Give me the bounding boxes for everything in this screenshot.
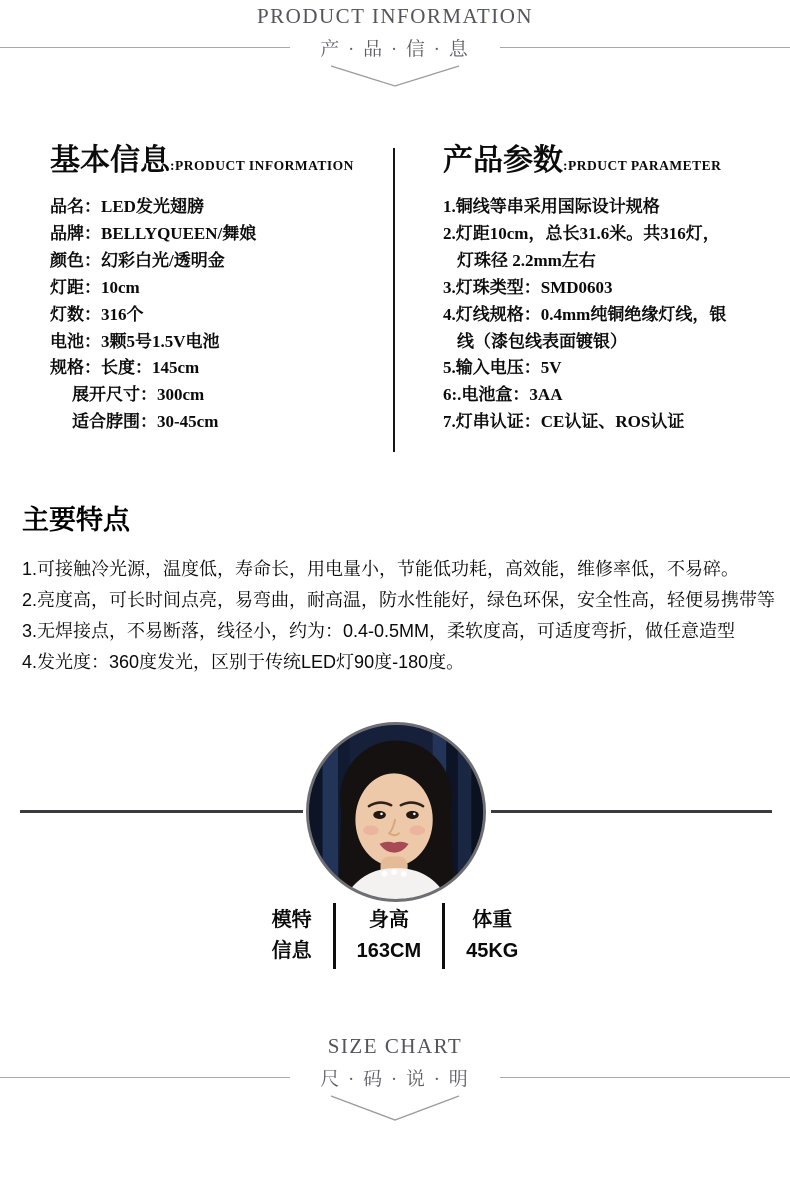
chevron-down-icon (325, 64, 465, 88)
model-info-label (251, 905, 333, 967)
parameters-title-cn: 产品参数 (443, 144, 563, 177)
size-chart-banner (0, 1034, 790, 1127)
param-row-7: 7.灯串认证：CE认证、ROS认证 (443, 412, 685, 432)
basic-info-title-en: :PRODUCT INFORMATION (170, 158, 354, 173)
column-divider (393, 148, 395, 452)
features-section (22, 498, 774, 678)
model-height-label: 身高 (368, 909, 409, 931)
feature-item-3: 3.无焊接点，不易断落，线径小，约为：0.4-0.5MM，柔软度高，可适度弯折，做任意造型 (22, 621, 736, 641)
basic-info-panel (50, 142, 380, 436)
banner-subtitle-row (0, 34, 790, 61)
spec-row-battery: 电池：3颗5号1.5V电池 (50, 331, 220, 351)
spec-row-led-gap: 灯距：10cm (50, 277, 140, 297)
parameters-heading (443, 142, 783, 185)
model-rule-right (491, 810, 772, 813)
features-list (22, 554, 774, 678)
parameters-title-en: :PRDUCT PARAMETER (563, 158, 722, 173)
spec-row-brand: 品牌：BELLYQUEEN/舞娘 (50, 223, 257, 243)
model-rule-left (20, 810, 303, 813)
param-row-3: 3.灯珠类型：SMD0603 (443, 277, 613, 297)
parameters-panel (443, 142, 783, 436)
model-height-value: 163CM (356, 940, 422, 962)
feature-item-2: 2.亮度高，可长时间点亮，易弯曲，耐高温，防水性能好，绿色环保，安全性高，轻便易携带等 (22, 590, 776, 610)
basic-info-title-cn: 基本信息 (50, 144, 170, 177)
size-chart-subtitle-row (0, 1064, 790, 1091)
model-portrait-image (309, 725, 483, 899)
size-chart-rule-left (0, 1077, 290, 1078)
model-label-line2: 信息 (271, 940, 312, 962)
info-section (0, 142, 790, 460)
model-label-line1: 模特 (271, 909, 312, 931)
spec-row-color: 颜色：幻彩白光/透明金 (50, 250, 225, 270)
product-information-banner (0, 4, 790, 93)
size-chart-title-cn: 尺 · 码 · 说 · 明 (320, 1069, 470, 1090)
param-row-4: 4.灯线规格：0.4mm纯铜绝缘灯线，银 (443, 304, 727, 324)
chevron-down-icon (325, 1094, 465, 1122)
banner-rule-right (500, 47, 790, 48)
param-row-4-cont: 线（漆包线表面镀银） (457, 331, 627, 351)
model-height (336, 905, 442, 967)
feature-item-1: 1.可接触冷光源，温度低，寿命长，用电量小，节能低功耗，高效能，维修率低，不易碎。 (22, 559, 740, 579)
model-stats-row (0, 903, 790, 969)
size-chart-title-en: SIZE CHART (327, 1034, 463, 1058)
banner-title-cn: 产 · 品 · 信 · 息 (320, 39, 470, 60)
parameters-rows (443, 194, 783, 436)
spec-row-led-count: 灯数：316个 (50, 304, 144, 324)
spec-row-neck: 适合脖围：30-45cm (72, 412, 219, 432)
spec-row-size: 规格：长度：145cm (50, 358, 200, 378)
banner-rule-left (0, 47, 290, 48)
feature-item-4: 4.发光度：360度发光，区别于传统LED灯90度-180度。 (22, 652, 465, 672)
param-row-5: 5.输入电压：5V (443, 358, 562, 378)
model-section (0, 720, 790, 976)
model-weight (445, 905, 539, 967)
spec-row-span: 展开尺寸：300cm (72, 385, 205, 405)
param-row-2-cont: 灯珠径 2.2mm左右 (457, 250, 596, 270)
basic-info-rows (50, 194, 380, 436)
features-title: 主要特点 (22, 505, 130, 535)
banner-title-en: PRODUCT INFORMATION (256, 4, 534, 28)
model-weight-label: 体重 (472, 909, 513, 931)
basic-info-heading (50, 142, 380, 185)
param-row-1: 1.铜线等串采用国际设计规格 (443, 197, 660, 216)
model-photo (306, 722, 486, 902)
size-chart-rule-right (500, 1077, 790, 1078)
spec-row-name: 品名：LED发光翅膀 (50, 197, 204, 216)
model-weight-value: 45KG (466, 940, 519, 962)
param-row-2: 2.灯距10cm，总长31.6米。共316灯， (443, 223, 720, 243)
param-row-6: 6:.电池盒：3AA (443, 385, 563, 405)
